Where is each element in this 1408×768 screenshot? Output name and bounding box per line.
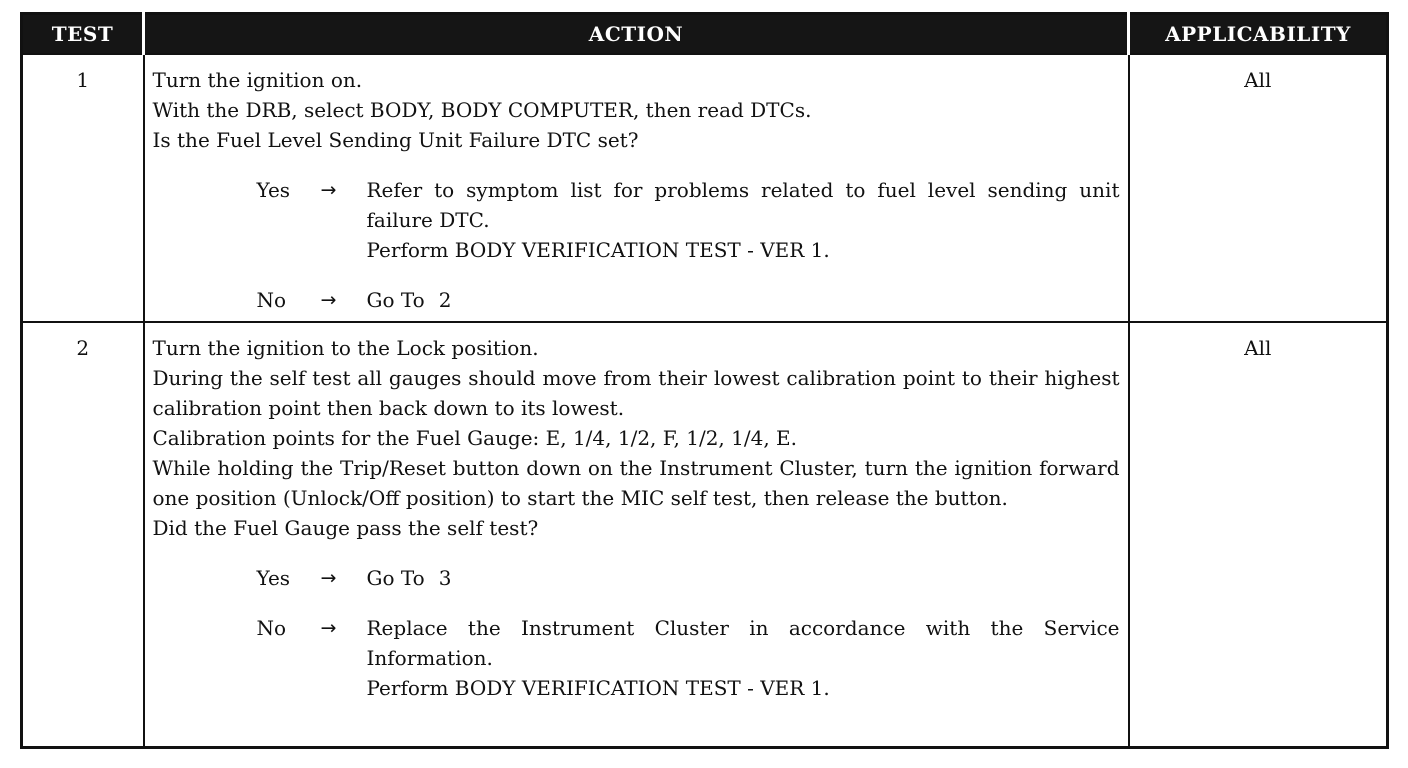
result-line: Replace the Instrument Cluster in accordance with the Service Information. — [366, 616, 1120, 670]
arrow-icon: → — [320, 567, 337, 589]
diagnostic-test-table — [20, 12, 1389, 749]
action-step: During the self test all gauges should move from their lowest calibration point to their highest calibration point then back down to its lowest. — [152, 366, 1120, 420]
action-step: Calibration points for the Fuel Gauge: E, 1/4, 1/2, F, 1/2, 1/4, E. — [152, 426, 797, 450]
result-line: Refer to symptom list for problems related to fuel level sending unit failure DTC. — [366, 178, 1120, 232]
applicability-cell: All — [1129, 322, 1388, 747]
result-line: Perform BODY VERIFICATION TEST - VER 1. — [366, 238, 830, 262]
no-result — [367, 613, 1120, 703]
goto-text: Go To — [366, 288, 425, 312]
arrow-icon: → — [320, 179, 337, 201]
test-number: 1 — [22, 54, 144, 322]
action-step: With the DRB, select BODY, BODY COMPUTER, then read DTCs. — [152, 98, 812, 122]
test-number: 2 — [22, 322, 144, 747]
action-cell — [144, 54, 1129, 322]
header-action: ACTION — [144, 14, 1129, 55]
yes-branch — [257, 563, 1120, 593]
no-branch — [257, 613, 1120, 703]
result-line: Perform BODY VERIFICATION TEST - VER 1. — [366, 676, 830, 700]
goto-test-link[interactable]: 3 — [438, 566, 452, 590]
header-row — [22, 14, 1388, 55]
action-step: While holding the Trip/Reset button down on the Instrument Cluster, turn the ignition forward one position (Unlock/Off position) to start the MIC self test, then release the button. — [152, 456, 1120, 510]
action-step: Turn the ignition to the Lock position. — [152, 336, 539, 360]
goto-test-link[interactable]: 2 — [438, 288, 452, 312]
yes-result — [367, 175, 1120, 265]
arrow-icon: → — [320, 289, 337, 311]
yes-result — [367, 563, 1120, 593]
goto-text: Go To — [366, 566, 425, 590]
yes-branch — [257, 175, 1120, 265]
no-result — [367, 285, 1120, 315]
action-question: Is the Fuel Level Sending Unit Failure DTC set? — [152, 128, 639, 152]
yes-label: Yes — [256, 566, 291, 590]
arrow-icon: → — [320, 617, 337, 639]
header-test: TEST — [22, 14, 144, 55]
applicability-cell: All — [1129, 54, 1388, 322]
header-applicability: APPLICABILITY — [1129, 14, 1388, 55]
no-label: No — [256, 616, 287, 640]
yes-label: Yes — [256, 178, 291, 202]
no-label: No — [256, 288, 287, 312]
action-cell — [144, 322, 1129, 747]
no-branch — [257, 285, 1120, 315]
test-row-2 — [22, 322, 1388, 747]
test-row-1 — [22, 54, 1388, 322]
action-step: Turn the ignition on. — [152, 68, 363, 92]
action-question: Did the Fuel Gauge pass the self test? — [152, 516, 539, 540]
